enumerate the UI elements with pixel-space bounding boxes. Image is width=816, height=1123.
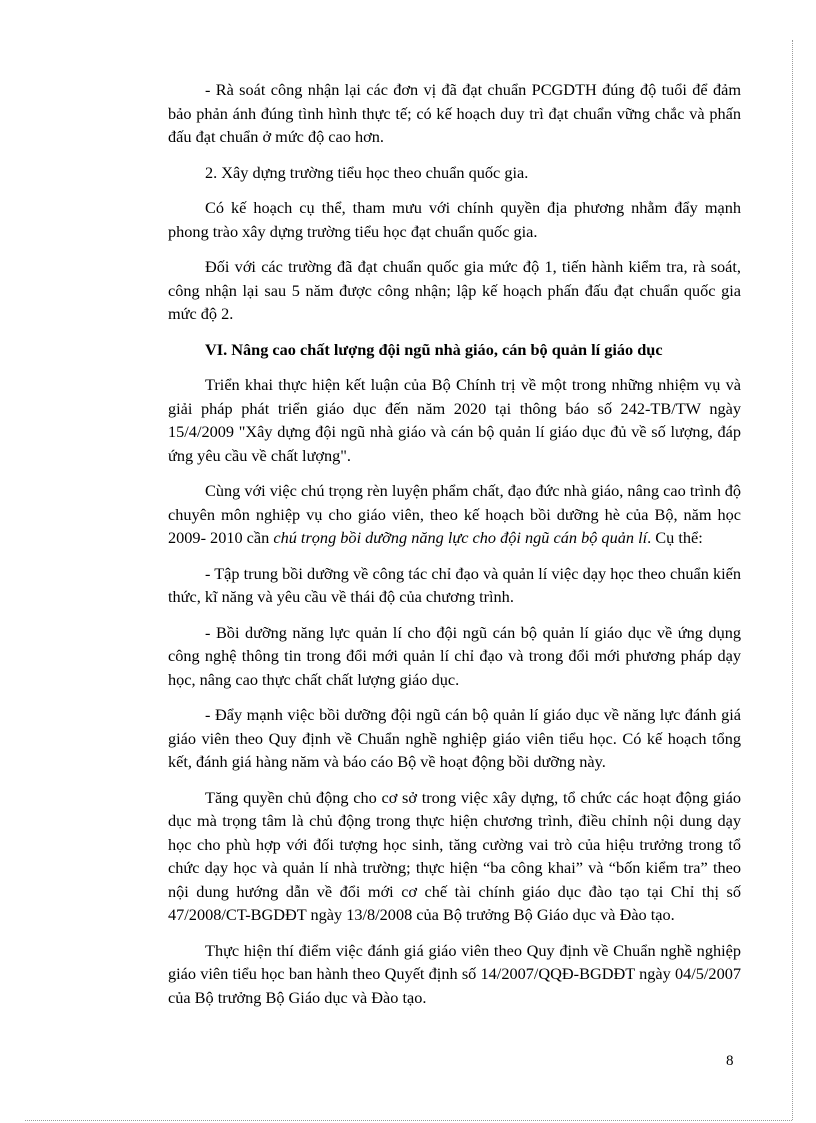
section-heading-vi: VI. Nâng cao chất lượng đội ngũ nhà giáo, cán bộ quản lí giáo dục bbox=[205, 339, 663, 359]
paragraph-level-1-schools: Đối với các trường đã đạt chuẩn quốc gia mức độ 1, tiến hành kiểm tra, rà soát, công nhận lại sau 5 năm được công nhận; lập kế hoạch phấn đấu đạt chuẩn quốc gia mức độ 2. bbox=[168, 257, 741, 323]
paragraph-pcgdth-review: - Rà soát công nhận lại các đơn vị đã đạt chuẩn PCGDTH đúng độ tuổi để đảm bảo phản ánh đúng tình hình thực tế; có kế hoạch duy trì đạt chuẩn vững chắc và phấn đấu đạt chuẩn ở mức độ cao hơn. bbox=[168, 80, 741, 146]
paragraph-pilot-assessment: Thực hiện thí điểm việc đánh giá giáo viên theo Quy định về Chuẩn nghề nghiệp giáo viên tiểu học ban hành theo Quyết định số 14/2007/QQĐ-BGDĐT ngày 04/5/2007 của Bộ trưởng Bộ Giáo dục và Đào tạo. bbox=[168, 940, 741, 1007]
bullet-focus-training: - Tập trung bồi dưỡng về công tác chỉ đạo và quản lí việc dạy học theo chuẩn kiến thức, kĩ năng và yêu cầu về thái độ của chương trình. bbox=[168, 563, 741, 606]
emphasis-training-managers: chú trọng bồi dưỡng năng lực cho đội ngũ cán bộ quản lí bbox=[273, 528, 648, 547]
bullet-teacher-assessment: - Đẩy mạnh việc bồi dưỡng đội ngũ cán bộ quản lí giáo dục về năng lực đánh giá giáo viên theo Quy định về Chuẩn nghề nghiệp giáo viên tiểu học. Có kế hoạch tổng kết, đánh giá hàng năm và báo cáo Bộ về hoạt động bồi dưỡng này. bbox=[168, 705, 741, 771]
page-border-right bbox=[792, 40, 793, 1120]
paragraph-autonomy: Tăng quyền chủ động cho cơ sở trong việc xây dựng, tổ chức các hoạt động giáo dục mà trọng tâm là chủ động trong thực hiện chương trình, điều chỉnh nội dung dạy học cho phù hợp với đối tượng học sinh, tăng cường vai trò của hiệu trưởng trong tổ chức dạy học và quản lí nhà trường; thực hiện “ba công khai” và “bốn kiểm tra” theo nội dung hướng dẫn về đổi mới cơ chế tài chính giáo dục đào tạo tại Chỉ thị số 47/2008/CT-BGDĐT ngày 13/8/2008 của Bộ trưởng Bộ Giáo dục và Đào tạo. bbox=[168, 787, 741, 924]
paragraph-summer-training bbox=[168, 479, 741, 550]
paragraph-section-2-title: 2. Xây dựng trường tiểu học theo chuẩn quốc gia. bbox=[205, 162, 529, 182]
document-body bbox=[168, 78, 741, 1021]
paragraph-politburo-conclusion: Triển khai thực hiện kết luận của Bộ Chính trị về một trong những nhiệm vụ và giải pháp phát triển giáo dục đến năm 2020 tại thông báo số 242-TB/TW ngày 15/4/2009 "Xây dựng đội ngũ nhà giáo và cán bộ quản lí giáo dục đủ về số lượng, đáp ứng yêu cầu về chất lượng". bbox=[168, 375, 741, 465]
paragraph-summer-training-lead: Cùng với việc chú trọng rèn luyện phẩm chất, đạo đức nhà giáo, nâng cao trình độ chuyên môn nghiệp vụ cho giáo viên, theo kế hoạch bồi dưỡng hè của Bộ, năm học 2009- 2010 cần bbox=[168, 481, 741, 547]
page-number: 8 bbox=[726, 1053, 734, 1069]
bullet-ict-capacity: - Bồi dưỡng năng lực quản lí cho đội ngũ cán bộ quản lí giáo dục về ứng dụng công nghệ thông tin trong đổi mới quản lí chỉ đạo và trong đổi mới phương pháp dạy học, nâng cao thực chất chất lượng giáo dục. bbox=[168, 622, 741, 689]
paragraph-summer-training-tail: . Cụ thể: bbox=[647, 528, 703, 547]
paragraph-plan-national-standard: Có kế hoạch cụ thể, tham mưu với chính quyền địa phương nhằm đẩy mạnh phong trào xây dựng trường tiểu học đạt chuẩn quốc gia. bbox=[168, 198, 741, 241]
page-border-bottom bbox=[25, 1120, 792, 1121]
